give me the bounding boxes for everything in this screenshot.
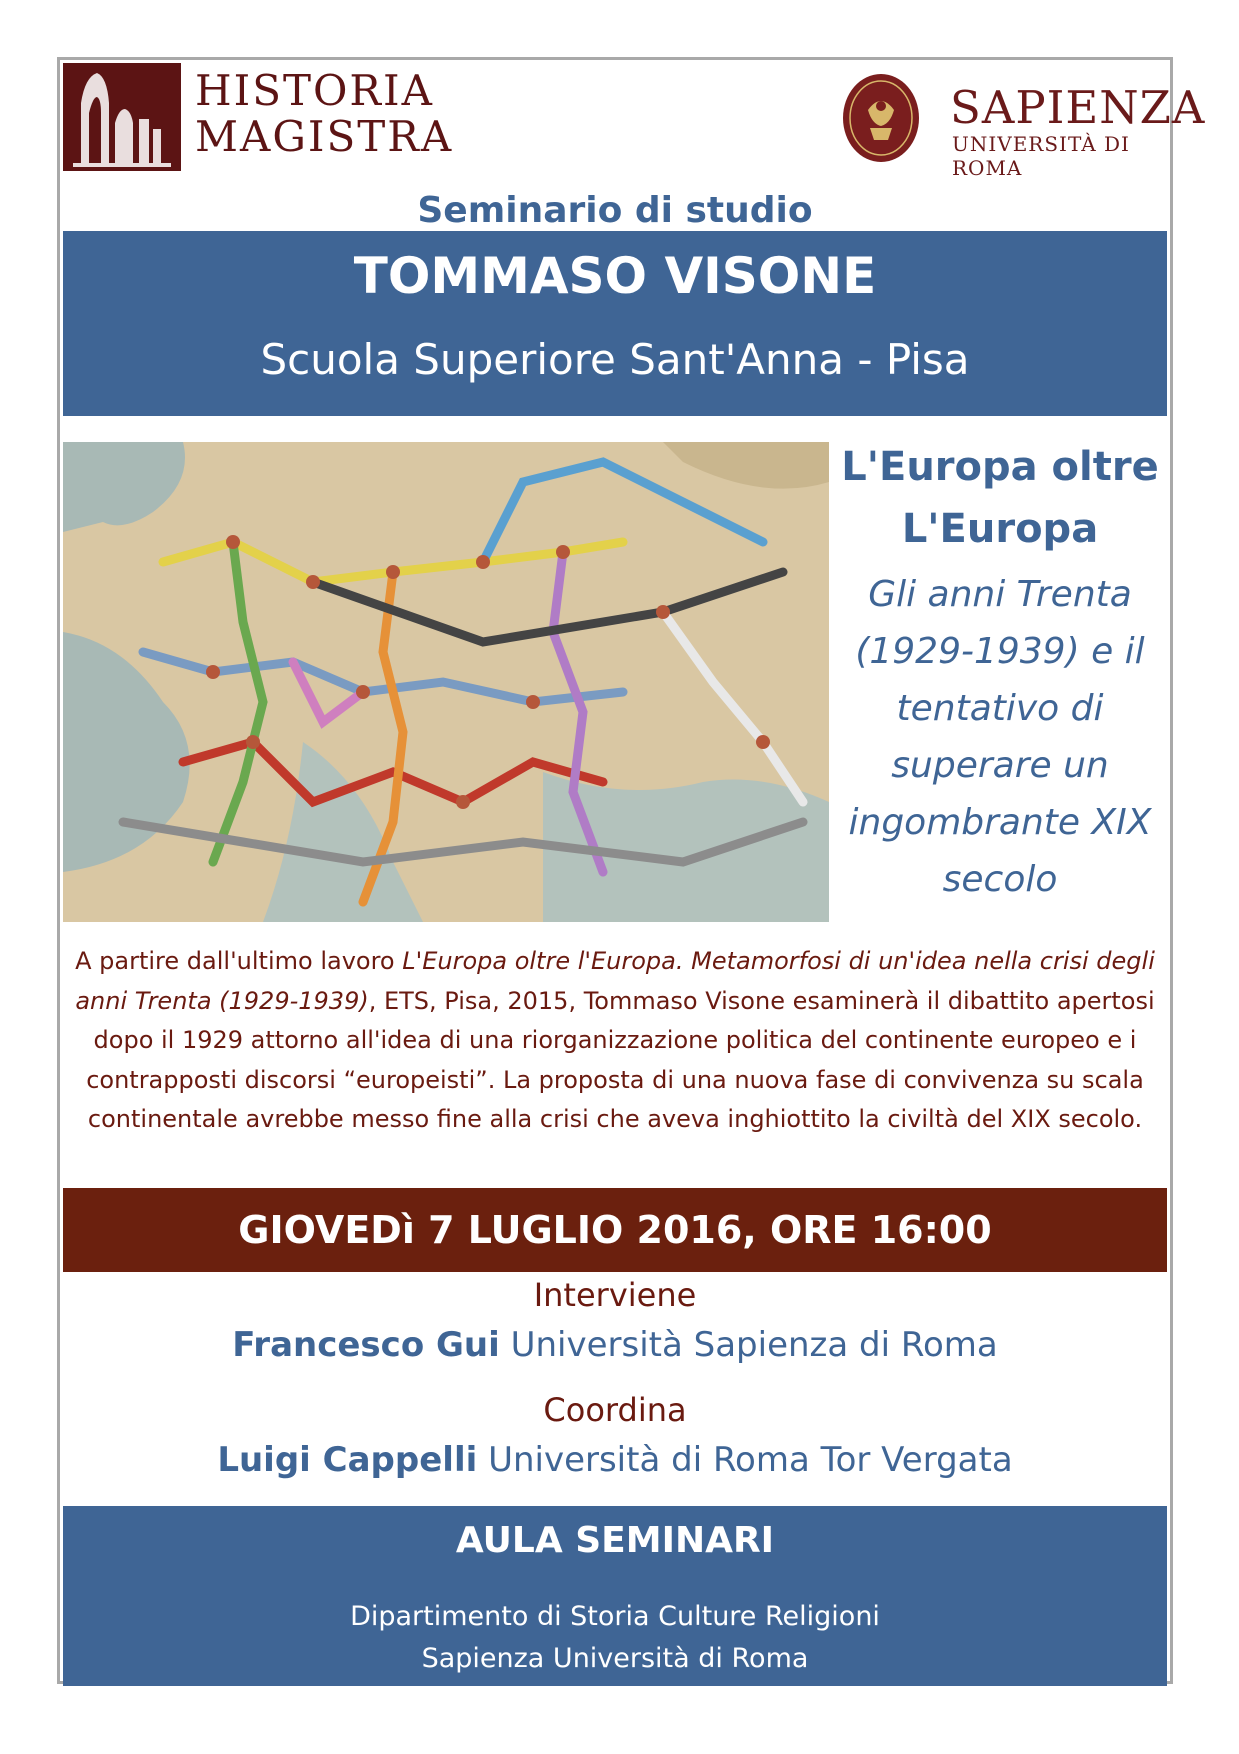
discussant-name: Francesco Gui xyxy=(232,1325,500,1365)
talk-title-line1: L'Europa oltre xyxy=(841,444,1159,490)
sapienza-seal-icon xyxy=(840,70,922,166)
venue-room: AULA SEMINARI xyxy=(455,1520,775,1561)
speaker-institution: Scuola Superiore Sant'Anna - Pisa xyxy=(260,335,970,384)
discussant xyxy=(60,1325,1170,1365)
event-date: GIOVEDì 7 LUGLIO 2016, ORE 16:00 xyxy=(238,1208,992,1252)
description-lead: A partire dall'ultimo lavoro xyxy=(75,947,403,975)
sapienza-wordmark: SAPIENZA xyxy=(950,81,1206,134)
date-band xyxy=(63,1188,1167,1272)
subtitle-line: (1929-1939) e il xyxy=(855,631,1145,672)
hm-line1: HISTORIA xyxy=(195,66,434,115)
dept-line2: Sapienza Università di Roma xyxy=(421,1643,809,1674)
chair-affiliation: Università di Roma Tor Vergata xyxy=(477,1440,1013,1480)
sapienza-subtitle: UNIVERSITÀ DI ROMA xyxy=(952,132,1130,180)
historia-magistra-wordmark xyxy=(195,68,453,160)
description-rest: , ETS, Pisa, 2015, Tommaso Visone esaminerà il dibattito apertosi dopo il 1929 attorno all'idea di una riorganizzazione politica del continente europeo e i contrapposti discorsi “europeisti”. La proposta di una nuova fase di convivenza su scala continentale avrebbe messo fine alla crisi che aveva inghiottito la civiltà del XIX secolo. xyxy=(86,986,1155,1133)
speaker-band xyxy=(63,231,1167,416)
chair xyxy=(60,1440,1170,1480)
historia-magistra-logo-icon xyxy=(63,63,181,171)
event-type: Seminario di studio xyxy=(417,190,813,231)
subtitle-line: secolo xyxy=(942,859,1058,900)
book-title: L'Europa oltre l'Europa. Metamorfosi di un'idea nella crisi degli anni Trenta (1929-1939) xyxy=(75,947,1155,1015)
speaker-name: TOMMASO VISONE xyxy=(353,247,877,305)
chair-name: Luigi Cappelli xyxy=(217,1440,478,1480)
subtitle-line: tentativo di xyxy=(896,688,1104,729)
discussant-role: Interviene xyxy=(533,1276,697,1314)
talk-subtitle xyxy=(830,566,1170,908)
venue-band xyxy=(63,1506,1167,1686)
subtitle-line: ingombrante XIX xyxy=(848,802,1152,843)
talk-title-line2: L'Europa xyxy=(901,506,1099,552)
chair-role: Coordina xyxy=(543,1391,687,1429)
discussant-affiliation: Università Sapienza di Roma xyxy=(499,1325,998,1365)
venue-department xyxy=(63,1596,1167,1680)
description-paragraph xyxy=(72,942,1158,1140)
europe-railway-map-image xyxy=(63,442,829,922)
talk-title xyxy=(830,436,1170,560)
hm-line2: MAGISTRA xyxy=(195,112,454,161)
subtitle-line: superare un xyxy=(891,745,1109,786)
subtitle-line: Gli anni Trenta xyxy=(868,574,1132,615)
dept-line1: Dipartimento di Storia Culture Religioni xyxy=(350,1601,880,1632)
poster xyxy=(57,57,1206,1684)
